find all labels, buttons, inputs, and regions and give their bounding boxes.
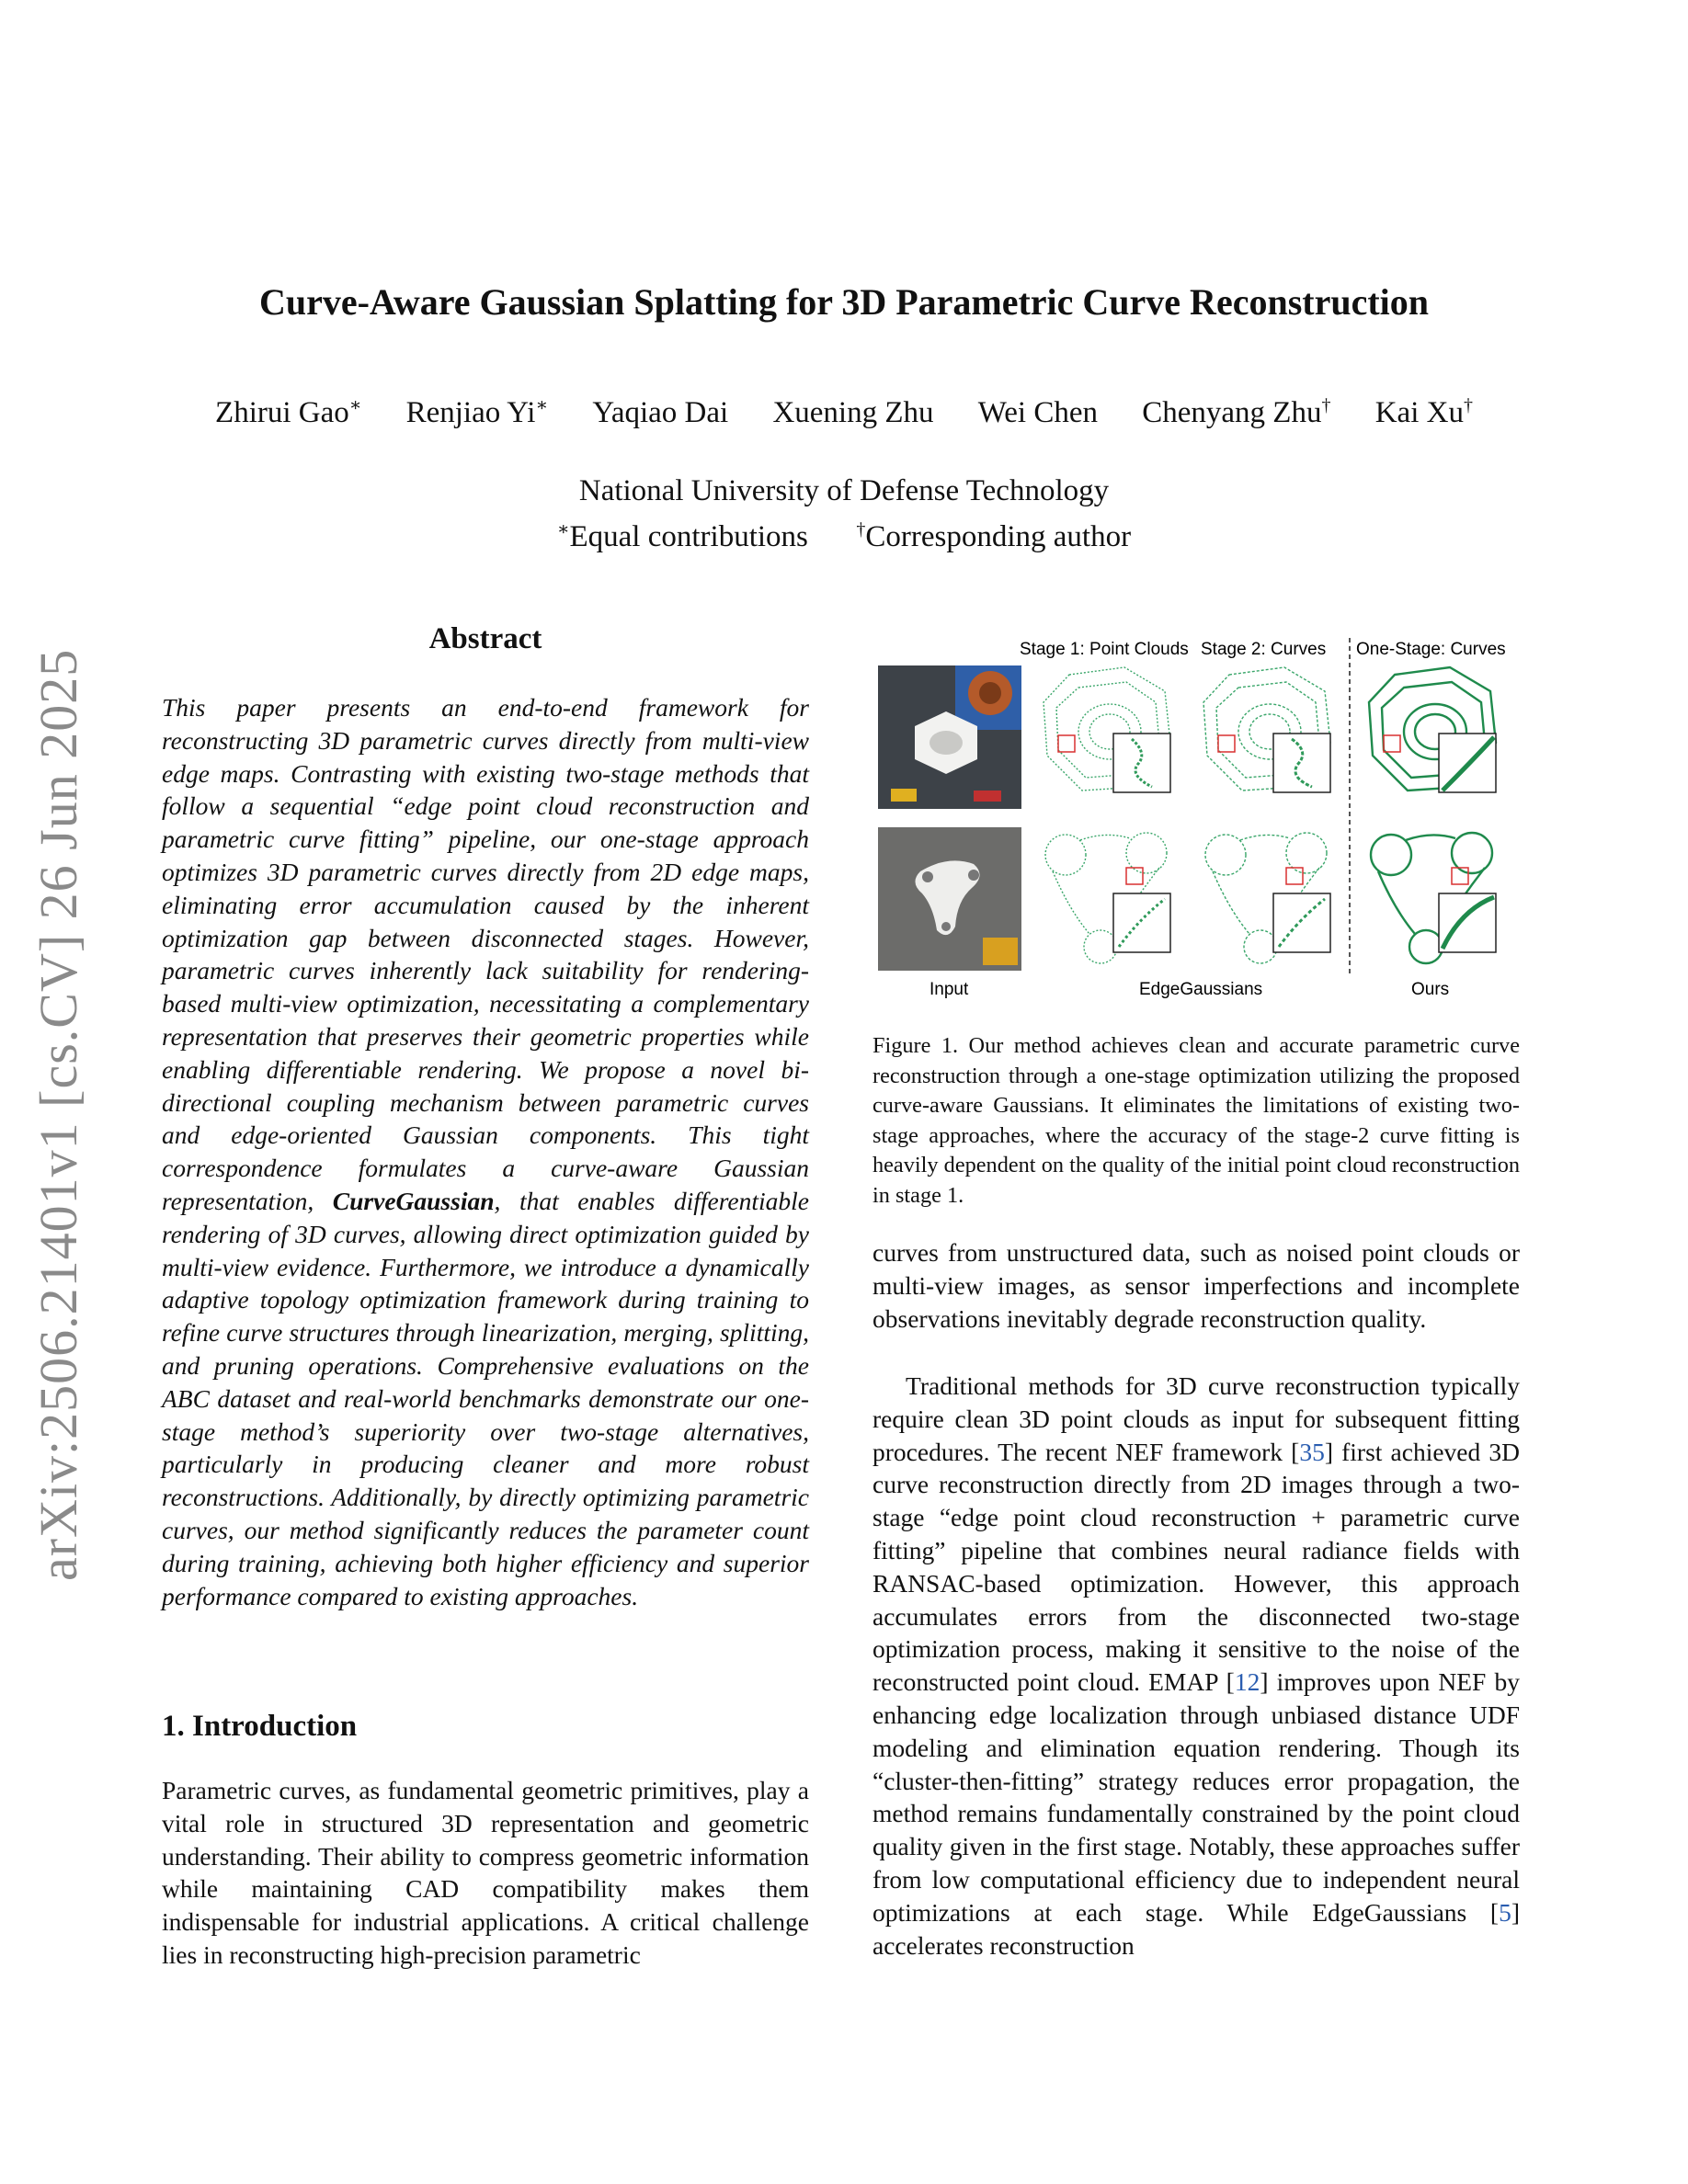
author: Wei Chen	[977, 396, 1098, 429]
author: Yaqiao Dai	[592, 396, 729, 429]
zoom-inset	[1273, 734, 1330, 792]
author: Xuening Zhu	[772, 396, 934, 429]
figure-caption: Figure 1. Our method achieves clean and accurate parametric curve reconstruction through a one-stage optimization utilizing the proposed curve-aware Gaussians. It eliminates the limitations of existing two-stage approaches, where the accuracy of the stage-2 curve fitting is heavily dependent on the quality of the initial point cloud reconstruction in stage 1.	[873, 1033, 1520, 1208]
label-edgegaussians: EdgeGaussians	[1139, 980, 1263, 999]
affiliation: National University of Defense Technology	[578, 474, 1110, 507]
input-photo-bracket	[878, 827, 1021, 971]
author: Zhirui Gao∗	[215, 395, 362, 429]
intro-paragraph: Parametric curves, as fundamental geometric primitives, play a vital role in structured 3D representation and geometric understanding. Their ability to compress geometric information while maintaining CAD compatibility makes them indispensable for industrial applications. A critical challenge lies in reconstructing high-precision parametric	[162, 1776, 809, 1969]
author: Chenyang Zhu†	[1142, 395, 1331, 429]
abstract-text: This paper presents an end-to-end framework for reconstructing 3D parametric curves directly from multi-view edge maps. Contrasting with existing two-stage methods that follow a sequential “edge point cloud reconstruction and parametric curve fitting” pipeline, our one-stage approach optimizes 3D parametric curves directly from 2D edge maps, eliminating error accumulation caused by the inherent optimization gap between disconnected stages. However, parametric curves inherently lack suitability for rendering-based multi-view optimization, necessitating a complementary representation that preserves their geometric properties while enabling differentiable rendering. We propose a novel bi-directional coupling mechanism between parametric curves and edge-oriented Gaussian components. This tight correspondence formulates a curve-aware Gaussian representation, CurveGaussian, that enables differentiable rendering of 3D curves, allowing direct optimization guided by multi-view evidence. Furthermore, we introduce a dynamically adaptive topology optimization framework during training to refine curve structures through linearization, merging, splitting, and pruning operations. Comprehensive evaluations on the ABC dataset and real-world benchmarks demonstrate our one-stage method’s superiority over two-stage alternatives, particularly in producing cleaner and more robust reconstructions. Additionally, by directly optimizing parametric curves, our method significantly reduces the parameter count during training, achieving both higher efficiency and superior performance compared to existing approaches.	[162, 693, 809, 1610]
citation-link[interactable]: 35	[1299, 1437, 1325, 1466]
author: Kai Xu†	[1374, 395, 1473, 429]
method-name: CurveGaussian	[332, 1186, 495, 1215]
citation-link[interactable]: 12	[1234, 1667, 1260, 1697]
highlight-box	[1384, 735, 1400, 752]
section-heading-introduction: 1. Introduction	[162, 1710, 358, 1743]
highlight-box	[1286, 868, 1303, 884]
affiliation-block	[0, 472, 1688, 556]
paper-title: Curve-Aware Gaussian Splatting for 3D Parametric Curve Reconstruction	[258, 281, 1430, 323]
author-notes: ∗Equal contributions †Corresponding author	[556, 519, 1132, 553]
header-stage1: Stage 1: Point Clouds	[1020, 640, 1189, 659]
abstract-heading: Abstract	[428, 622, 542, 655]
author: Renjiao Yi∗	[405, 395, 549, 429]
figure-graphic	[873, 634, 1520, 1002]
highlight-box	[1058, 735, 1075, 752]
body-paragraph: curves from unstructured data, such as noised point clouds or multi-view images, as sensor imperfections and incomplete observations inevitably degrade reconstruction quality.	[873, 1238, 1520, 1333]
arxiv-identifier: arXiv:2506.21401v1 [cs.CV] 26 Jun 2025	[29, 648, 88, 1581]
label-ours: Ours	[1411, 980, 1450, 999]
highlight-box	[1218, 735, 1235, 752]
header-onestage: One-Stage: Curves	[1356, 640, 1506, 659]
zoom-inset	[1113, 734, 1170, 792]
zoom-inset	[1273, 893, 1330, 952]
header-stage2: Stage 2: Curves	[1201, 640, 1327, 659]
author-list	[0, 393, 1688, 430]
figure-1	[873, 634, 1520, 1002]
highlight-box	[1126, 868, 1143, 884]
label-input: Input	[930, 980, 969, 999]
input-photo-nut	[878, 665, 1021, 809]
body-paragraph: Traditional methods for 3D curve reconstruction typically require clean 3D point clouds as input for subsequent fitting procedures. The recent NEF framework [35] first achieved 3D curve reconstruction directly from 2D images through a two-stage “edge point cloud reconstruction + parametric curve fitting” pipeline that combines neural radiance fields with RANSAC-based optimization. However, this approach accumulates errors from the disconnected two-stage optimization process, making it sensitive to the noise of the reconstructed point cloud. EMAP [12] improves upon NEF by enhancing edge localization through unbiased distance UDF modeling and elimination equation rendering. Though its “cluster-then-fitting” strategy reduces error propagation, the method remains fundamentally constrained by the point cloud quality given in the first stage. Notably, these approaches suffer from low computational efficiency due to independent neural optimizations at each stage. While EdgeGaussians [5] accelerates reconstruction	[873, 1371, 1520, 1960]
citation-link[interactable]: 5	[1499, 1897, 1511, 1927]
